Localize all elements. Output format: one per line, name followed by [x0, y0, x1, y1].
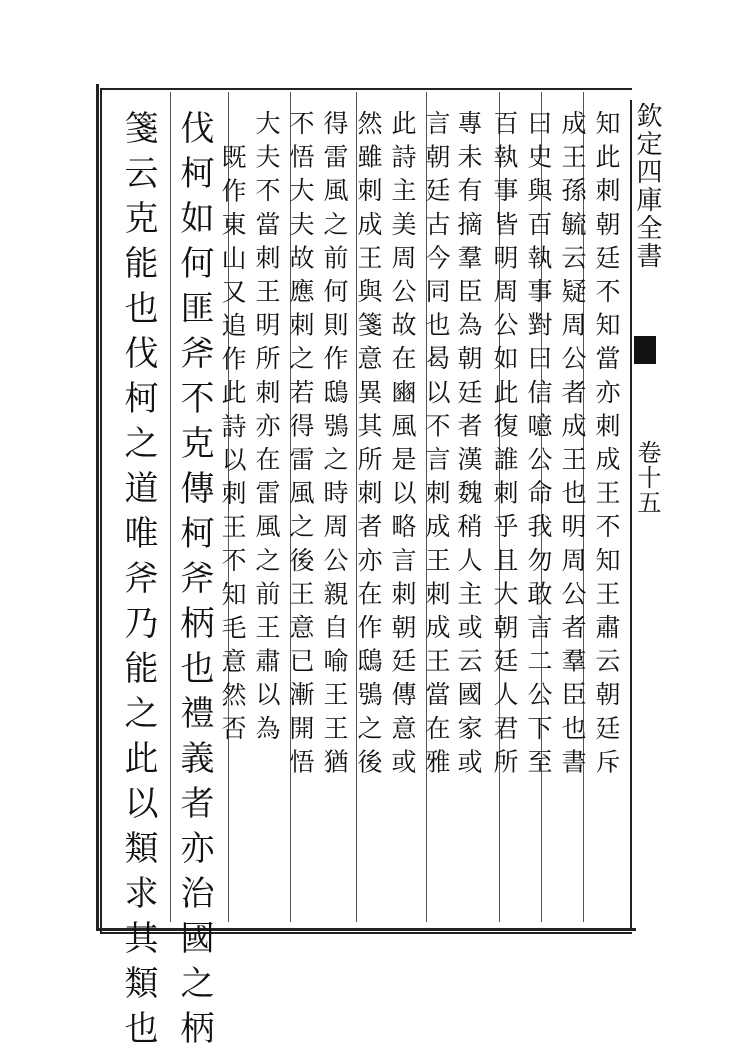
text-column-4: 百執事皆明周公如此復誰刺乎且大朝廷人君所 [490, 110, 519, 782]
text-column-9: 得雷風之前何則作鴟鴞之時周公親自喻王王猶 [320, 110, 349, 782]
frame-left-border [96, 84, 99, 930]
text-column-11: 大夫不當刺王明所刺亦在雷風之前王肅以為 [252, 110, 281, 749]
margin-book-title: 欽定四庫全書 [632, 102, 662, 270]
text-column-12: 既作東山又追作此詩以刺王不知毛意然否 [218, 144, 247, 749]
text-column-6: 言朝廷古今同也曷以不言刺成王刺成王當在雅 [422, 110, 451, 782]
text-column-5: 專未有摘羣臣為朝廷者漢魏稍人主或云國家或 [454, 110, 483, 782]
text-column-10: 不悟大夫故應刺之若得雷風之後王意已漸開悟 [286, 110, 315, 782]
text-column-7: 此詩主美周公故在豳風是以略言刺朝廷傳意或 [388, 110, 417, 782]
margin-volume-label: 卷十五 [633, 440, 661, 515]
text-column-8: 然雖刺成王與箋意異其所刺者亦在作鴟鴞之後 [354, 110, 383, 782]
text-column-2: 成王孫毓云疑周公者成王也明周公者羣臣也書 [558, 110, 587, 782]
text-column-1: 知此刺朝廷不知當亦刺成王不知王肅云朝廷斥 [592, 110, 621, 782]
column-rule [170, 92, 171, 922]
text-column-13: 伐柯如何匪斧不克傳柯斧柄也禮義者亦治國之柄 [174, 110, 214, 1055]
text-column-3: 曰史與百執事對曰信噫公命我勿敢言二公下至 [524, 110, 553, 782]
text-column-14: 箋云克能也伐柯之道唯斧乃能之此以類求其類也 [118, 110, 158, 1055]
margin-fishtail-mark [634, 336, 656, 364]
